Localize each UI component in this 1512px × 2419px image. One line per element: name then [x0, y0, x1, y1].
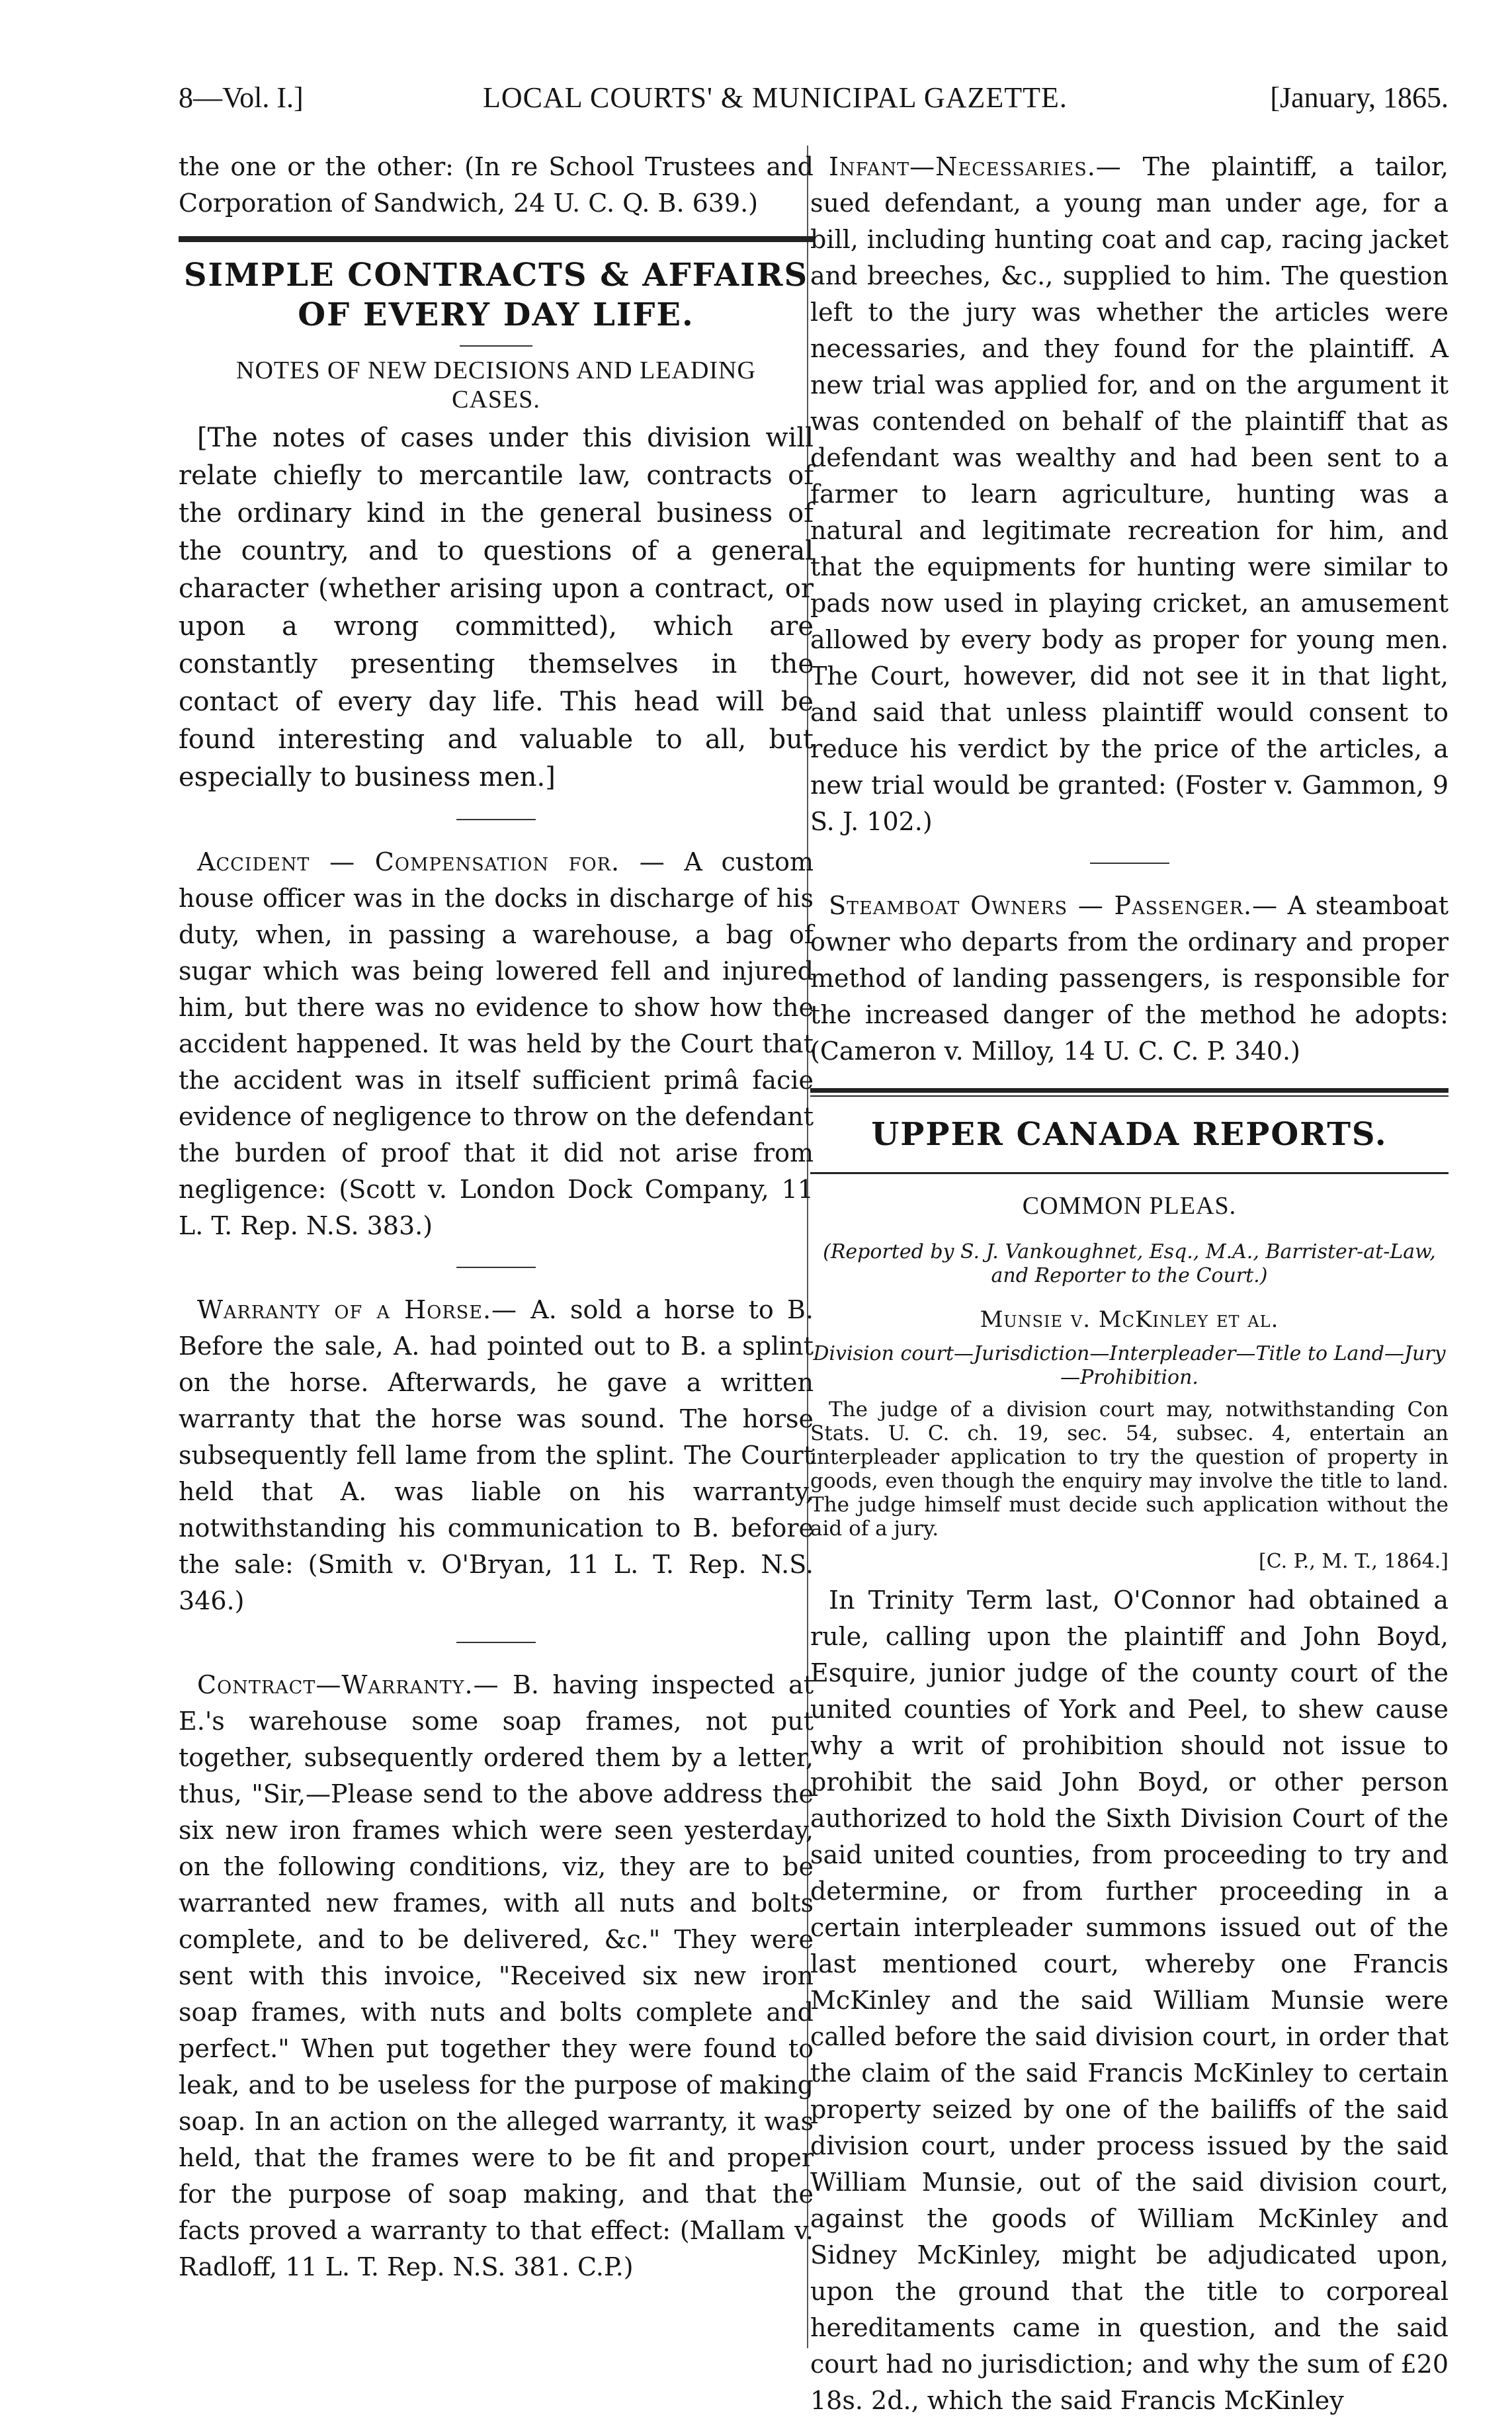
case-note-warranty-horse [179, 1292, 814, 1619]
gazette-title: LOCAL COURTS' & MUNICIPAL GAZETTE. [483, 81, 1068, 114]
short-rule [460, 345, 532, 347]
case-text: The plaintiff, a tailor, sued defendant, a young man under age, for a bill, including hunting coat and cap, racing jacket and breeches, &c., supplied to him. The question left to the jury was whether the articles were necessaries, and they found for the plaintiff. A new trial was applied for, and on the argument it was contended on behalf of the plaintiff that as defendant was wealthy and had been sent to a farmer to learn agriculture, hunting was a natural and legitimate recreation for him, and that the equipments for hunting were similar to pads now used in playing cricket, an amusement allowed by every body as proper for young men. The Court, however, did not see it in that light, and said that unless plaintiff would consent to reduce his verdict by the price of the articles, a new trial would be granted: (Foster v. Gammon, 9 S. J. 102.) [810, 152, 1449, 836]
notes-title-line: NOTES OF NEW DECISIONS AND LEADING [236, 357, 756, 384]
section-title [179, 255, 814, 335]
reports-title: UPPER CANADA REPORTS. [871, 1116, 1388, 1153]
running-head [179, 74, 1449, 134]
notes-title-line: CASES. [452, 386, 540, 413]
court-title: COMMON PLEAS. [1022, 1192, 1237, 1220]
case-text: A steamboat owner who departs from the ordinary and proper method of landing passengers, is responsible for the increased danger of the method he adopts: (Cameron v. Milloy, 14 U. C. C. P. 340.) [810, 891, 1449, 1066]
section-rule [810, 1088, 1449, 1097]
case-text: B. having inspected at E.'s warehouse some soap frames, not put together, subsequently ordered them by a letter, thus, "Sir,—Please send to the above address the six new iron frames which were seen yesterday, on the following conditions, viz, they are to be warranted new frames, with all nuts and bolts complete, and to be delivered, &c." They were sent with this invoice, "Received six new iron soap frames, with nuts and bolts complete and perfect." When put together they were found to leak, and to be useless for the purpose of making soap. In an action on the alleged warranty, it was held, that the frames were to be fit and proper for the purpose of soap making, and that the facts proved a warranty to that effect: (Mallam v. Radloff, 11 L. T. Rep. N.S. 381. C.P.) [179, 1670, 814, 2281]
short-rule [456, 1642, 536, 1643]
case-heading: Warranty of a Horse.— [197, 1295, 518, 1324]
case-keywords: Division court—Jurisdiction—Interpleader—Title to Land—Jury—Prohibition. [813, 1342, 1446, 1389]
case-text: A custom house officer was in the docks in discharge of his duty, when, in passing a warehouse, a bag of sugar which was being lowered fell and injured him, but there was no evidence to show how the accident happened. It was held by the Court that the accident was in itself sufficient primâ facie evidence of negligence to throw on the defendant the burden of proof that it did not arise from negligence: (Scott v. London Dock Company, 11 L. T. Rep. N.S. 383.) [179, 847, 814, 1240]
headnote: The judge of a division court may, notwithstanding Con Stats. U. C. ch. 19, sec. 54, subsec. 4, entertain an interpleader application to try the question of property in goods, even though the enquiry may involve the title to land. The judge himself must decide such application without the aid of a jury. [810, 1398, 1449, 1541]
section-title-line: OF EVERY DAY LIFE. [298, 296, 694, 333]
section-rule [179, 236, 814, 242]
volume-label: 8—Vol. I.] [179, 81, 304, 114]
left-column [179, 149, 814, 2285]
short-rule [456, 1267, 536, 1268]
right-column [810, 149, 1449, 2419]
case-title: Munsie v. McKinley et al. [980, 1306, 1279, 1333]
case-heading: Steamboat Owners — Passenger.— [829, 891, 1279, 920]
short-rule [456, 819, 536, 820]
court-citation: [C. P., M. T., 1864.] [1259, 1550, 1449, 1573]
case-heading: Contract—Warranty.— [197, 1670, 499, 1699]
case-note-infant [810, 149, 1449, 840]
continuation-paragraph: the one or the other: (In re School Trustees and Corporation of Sandwich, 24 U. C. Q. B. 639.) [179, 152, 814, 218]
case-heading: Infant—Necessaries.— [829, 152, 1122, 181]
issue-date: [January, 1865. [1270, 81, 1449, 114]
case-note-steamboat [810, 888, 1449, 1070]
case-note-contract [179, 1667, 814, 2285]
section-rule [810, 1172, 1449, 1174]
section-title-line: SIMPLE CONTRACTS & AFFAIRS [183, 257, 809, 294]
case-text: A. sold a horse to B. Before the sale, A. had pointed out to B. a splint on the horse. Afterwards, he gave a written warranty that the horse was sound. The horse subsequently fell lame from the splint. The Court held that A. was liable on his warranty, notwithstanding his communication to B. before the sale: (Smith v. O'Bryan, 11 L. T. Rep. N.S. 346.) [179, 1295, 814, 1615]
short-rule [1090, 863, 1169, 864]
reporter-line: (Reported by S. J. Vankoughnet, Esq., M.A., Barrister-at-Law, and Reporter to the Court.) [823, 1240, 1436, 1287]
opinion-text: In Trinity Term last, O'Connor had obtained a rule, calling upon the plaintiff and John Boyd, Esquire, junior judge of the county court of the united counties of York and Peel, to shew cause why a writ of prohibition should not issue to prohibit the said John Boyd, or other person authorized to hold the Sixth Division Court of the said united counties, from proceeding to try and determine, or from further proceeding in a certain interpleader summons issued out of the last mentioned court, whereby one Francis McKinley and the said William Munsie were called before the said division court, in order that the claim of the said Francis McKinley to certain property seized by one of the bailiffs of the said division court, under process issued by the said William Munsie, out of the said division court, against the goods of William McKinley and Sidney McKinley, might be adjudicated upon, upon the ground that the title to corporeal hereditaments came in question, and the said court had no jurisdiction; and why the sum of £20 18s. 2d., which the said Francis McKinley [810, 1586, 1449, 2415]
case-note-accident [179, 844, 814, 1244]
notes-title [179, 356, 814, 414]
case-heading: Accident — Compensation for. — [197, 847, 665, 876]
intro-paragraph: [The notes of cases under this division will relate chiefly to mercantile law, contracts of the ordinary kind in the general business of the country, and to questions of a general character (whether arising upon a contract, or upon a wrong committed), which are constantly presenting themselves in the contact of every day life. This head will be found interesting and valuable to all, but especially to business men.] [179, 423, 814, 792]
